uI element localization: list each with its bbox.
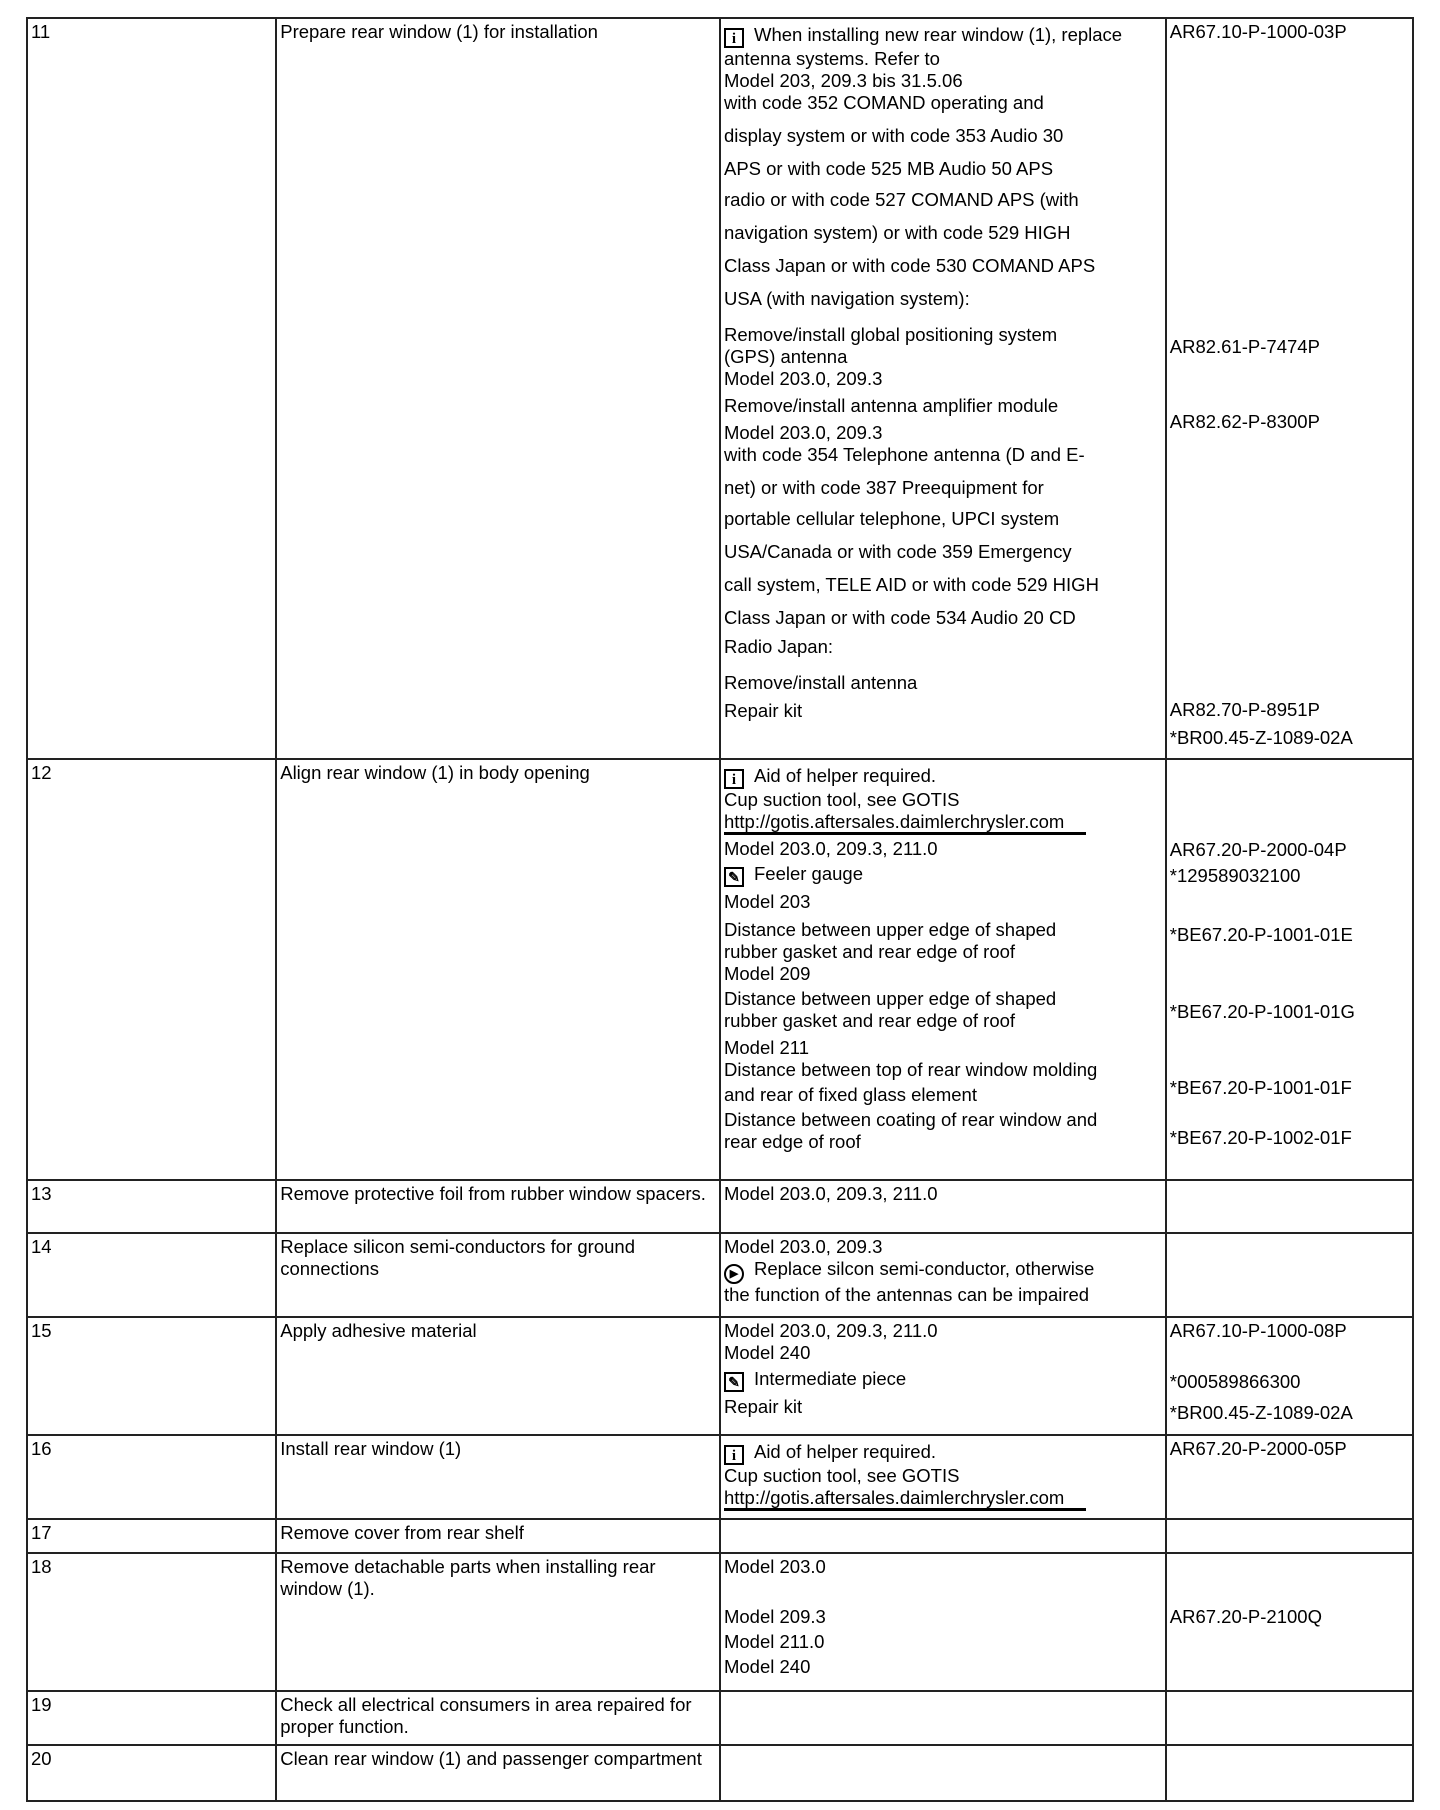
step-number: 11: [27, 18, 276, 759]
reference-code[interactable]: *BE67.20-P-1001-01F: [1169, 1077, 1352, 1098]
info-icon: i: [724, 1445, 744, 1465]
step-number: 13: [27, 1180, 276, 1233]
reference-code[interactable]: *BE67.20-P-1001-01G: [1169, 1001, 1355, 1022]
step-number: 19: [27, 1691, 276, 1745]
step-description: Check all electrical consumers in area repaired for proper function.: [276, 1691, 720, 1745]
step-number: 15: [27, 1317, 276, 1435]
step-number: 14: [27, 1233, 276, 1317]
reference-codes: [1166, 1435, 1413, 1519]
step-notes: i When installing new rear window (1), replace antenna systems. Refer to Model 203, 209.3 bis 31.5.06 with code 352 COMAND operating and display system or with code 353 Audio 30 APS or with code 525 MB Audio 50 APS radio or with code 527 COMAND APS (with navigation system) or with code 529 HIGH Class Japan or with code 530 COMAND APS USA (with navigation system): Remove/install global positioning system (GPS) antenna Model 203.0, 209.3 Remove/install antenna amplifier module Model 203.0, 209.3 with code 354 Telephone antenna (D and E- net) or with code 387 Preequipment for portable cellular telephone, UPCI system USA/Canada or with code 359 Emergency call system, TELE AID or with code 529 HIGH Class Japan or with code 534 Audio 20 CD Radio Japan: Remove/install antenna Repair kit: [720, 18, 1166, 759]
table-row: [27, 18, 1413, 759]
tool-icon: ✎: [724, 1372, 744, 1392]
step-notes: [720, 1519, 1166, 1553]
step-description: Install rear window (1): [276, 1435, 720, 1519]
reference-codes: [1166, 1180, 1413, 1233]
step-description: Align rear window (1) in body opening: [276, 759, 720, 1180]
info-note: i Aid of helper required.: [724, 1438, 1162, 1465]
step-notes: [720, 1691, 1166, 1745]
table-row: [27, 759, 1413, 1180]
reference-codes: [1166, 1745, 1413, 1801]
reference-code[interactable]: AR67.20-P-2000-05P: [1169, 1438, 1347, 1459]
step-number: 12: [27, 759, 276, 1180]
reference-codes: [1166, 1691, 1413, 1745]
reference-code[interactable]: *BE67.20-P-1001-01E: [1169, 924, 1353, 945]
step-notes: Model 203.0 Model 209.3 Model 211.0 Model 240: [720, 1553, 1166, 1691]
table-row: [27, 1180, 1413, 1233]
step-notes: i Aid of helper required. Cup suction tool, see GOTIS http://gotis.aftersales.daimlerchrysler.com Model 203.0, 209.3, 211.0 ✎ Feeler gauge Model 203 Distance between upper edge of shaped rubber gasket and rear edge of roof Model 209 Distance between upper edge of shaped rubber gasket and rear edge of roof Model 211 Distance between top of rear window molding and rear of fixed glass element Distance between coating of rear window and rear edge of roof: [720, 759, 1166, 1180]
step-description: Remove detachable parts when installing rear window (1).: [276, 1553, 720, 1691]
table-row: [27, 1745, 1413, 1801]
step-notes: Model 203.0, 209.3, 211.0: [720, 1180, 1166, 1233]
step-notes: [720, 1745, 1166, 1801]
reference-code[interactable]: AR67.20-P-2000-04P: [1169, 839, 1347, 860]
reference-code[interactable]: AR67.10-P-1000-08P: [1169, 1320, 1347, 1341]
step-number: 17: [27, 1519, 276, 1553]
reference-codes: [1166, 1519, 1413, 1553]
step-notes: Model 203.0, 209.3 ▶ Replace silcon semi-conductor, otherwise the function of the antennas can be impaired: [720, 1233, 1166, 1317]
tool-note: ✎ Feeler gauge: [724, 863, 1162, 887]
reference-code[interactable]: *BE67.20-P-1002-01F: [1169, 1127, 1352, 1148]
gotis-link[interactable]: http://gotis.aftersales.daimlerchrysler.com: [724, 812, 1086, 835]
info-icon: i: [724, 769, 744, 789]
reference-codes: [1166, 1317, 1413, 1435]
step-description: Remove cover from rear shelf: [276, 1519, 720, 1553]
reference-code[interactable]: AR67.10-P-1000-03P: [1169, 21, 1347, 42]
reference-codes: [1166, 1233, 1413, 1317]
reference-codes: [1166, 759, 1413, 1180]
table-row: [27, 1553, 1413, 1691]
warning-note: ▶ Replace silcon semi-conductor, otherwise: [724, 1258, 1162, 1284]
info-note: i When installing new rear window (1), replace antenna systems. Refer to: [723, 24, 1123, 69]
warning-icon: ▶: [724, 1264, 744, 1284]
reference-code[interactable]: AR82.70-P-8951P: [1169, 699, 1320, 720]
gotis-link[interactable]: http://gotis.aftersales.daimlerchrysler.com: [724, 1488, 1086, 1511]
step-description: Apply adhesive material: [276, 1317, 720, 1435]
table-row: [27, 1233, 1413, 1317]
step-number: 16: [27, 1435, 276, 1519]
reference-code[interactable]: AR67.20-P-2100Q: [1169, 1606, 1322, 1627]
step-description: Remove protective foil from rubber window spacers.: [276, 1180, 720, 1233]
step-number: 20: [27, 1745, 276, 1801]
reference-codes: [1166, 18, 1413, 759]
info-icon: i: [724, 28, 744, 48]
procedure-table: [26, 17, 1414, 1802]
reference-codes: [1166, 1553, 1413, 1691]
reference-code[interactable]: *BR00.45-Z-1089-02A: [1169, 727, 1353, 748]
table-row: [27, 1691, 1413, 1745]
reference-code[interactable]: AR82.61-P-7474P: [1169, 336, 1320, 357]
reference-code[interactable]: AR82.62-P-8300P: [1169, 411, 1320, 432]
reference-code[interactable]: *000589866300: [1169, 1371, 1301, 1392]
reference-code[interactable]: *BR00.45-Z-1089-02A: [1169, 1402, 1353, 1423]
step-description: Prepare rear window (1) for installation: [276, 18, 720, 759]
step-notes: Model 203.0, 209.3, 211.0 Model 240 ✎ Intermediate piece Repair kit: [720, 1317, 1166, 1435]
tool-icon: ✎: [724, 867, 744, 887]
table-row: [27, 1435, 1413, 1519]
step-description: Replace silicon semi-conductors for ground connections: [276, 1233, 720, 1317]
step-number: 18: [27, 1553, 276, 1691]
table-row: [27, 1519, 1413, 1553]
tool-note: ✎ Intermediate piece: [724, 1368, 1162, 1392]
reference-code[interactable]: *129589032100: [1169, 865, 1301, 886]
step-notes: i Aid of helper required. Cup suction tool, see GOTIS http://gotis.aftersales.daimlerchrysler.com: [720, 1435, 1166, 1519]
table-row: [27, 1317, 1413, 1435]
info-note: i Aid of helper required.: [724, 762, 1162, 789]
step-description: Clean rear window (1) and passenger compartment: [276, 1745, 720, 1801]
